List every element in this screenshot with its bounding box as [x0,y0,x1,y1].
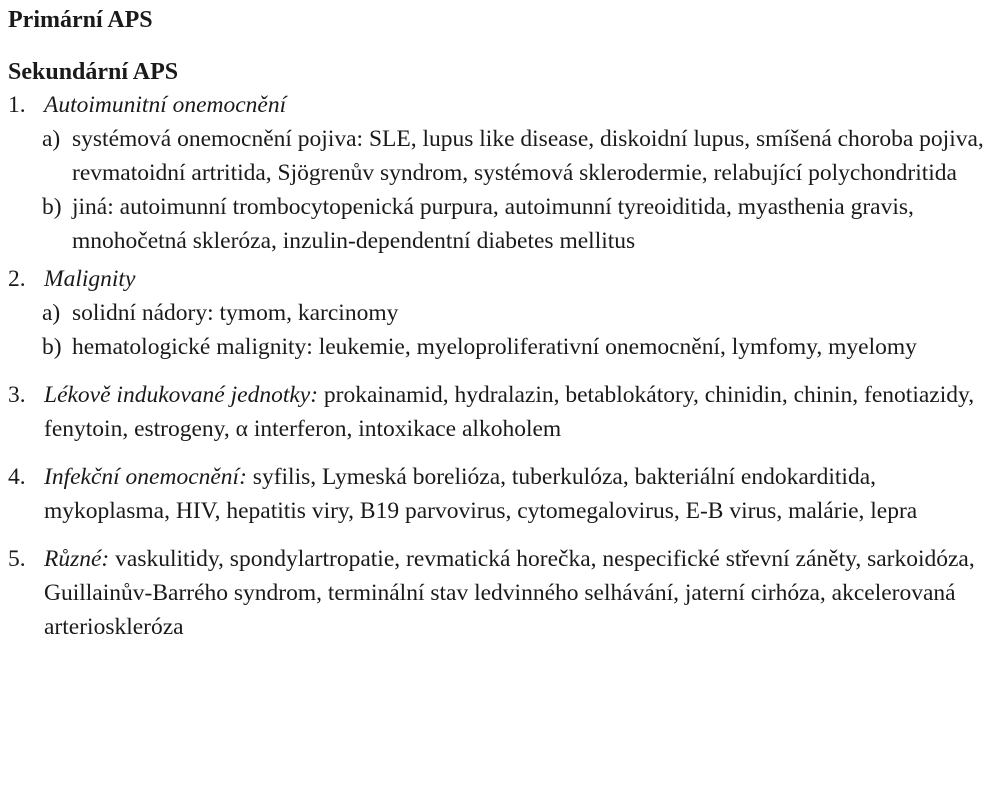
subitem-text: jiná: autoimunní trombocytopenická purpura, autoimunní tyreoiditida, myasthenia gravis, mnohočetná skleróza, inzulin-dependentní diabetes mellitus [72,194,914,254]
subitem-label: a) [42,126,61,152]
document-body [8,4,993,644]
section-title: Různé: [44,546,110,572]
section-number: 2. [8,266,26,292]
subitem-hematologic [8,330,993,364]
section-title: Malignity [44,266,136,292]
section-number: 5. [8,546,26,572]
section-infections [8,460,993,528]
section-text: vaskulitidy, spondylartropatie, revmatická horečka, nespecifické střevní záněty, sarkoidóza, Guillainův-Barrého syndrom, terminální stav ledvinného selhávání, jaterní cirhóza, akcelerovaná arterioskleróza [44,546,975,640]
section-text: syfilis, Lymeská borelióza, tuberkulóza, bakteriální endokarditida, mykoplasma, HIV, hepatitis viry, B19 parvovirus, cytomegalovirus, E-B virus, malárie, lepra [44,464,918,524]
subitem-solid-tumors [8,296,993,330]
subitem-text: hematologické malignity: leukemie, myeloproliferativní onemocnění, lymfomy, myelomy [72,334,917,360]
subitem-label: b) [42,334,62,360]
subitem-label: a) [42,300,61,326]
subitem-systemic-connective [8,122,993,190]
heading-primary-aps: Primární APS [8,7,153,33]
section-title: Infekční onemocnění: [44,464,247,490]
section-drug-induced [8,378,993,446]
subitem-text: solidní nádory: tymom, karcinomy [72,300,399,326]
subitem-label: b) [42,194,62,220]
section-title: Autoimunitní onemocnění [44,92,287,118]
section-text: prokainamid, hydralazin, betablokátory, chinidin, chinin, fenotiazidy, fenytoin, estrogeny, α interferon, intoxikace alkoholem [44,382,975,442]
section-various [8,542,993,644]
section-number: 4. [8,464,26,490]
section-title: Lékově indukované jednotky: [44,382,319,408]
subitem-other-autoimmune [8,190,993,258]
section-autoimmune [8,88,993,122]
section-number: 1. [8,92,26,118]
heading-secondary-aps: Sekundární APS [8,59,179,85]
section-malignancies [8,262,993,296]
subitem-text: systémová onemocnění pojiva: SLE, lupus like disease, diskoidní lupus, smíšená choroba pojiva, revmatoidní artritida, Sjögrenův syndrom, systémová sklerodermie, relabující polychondritida [72,126,984,186]
section-number: 3. [8,382,26,408]
